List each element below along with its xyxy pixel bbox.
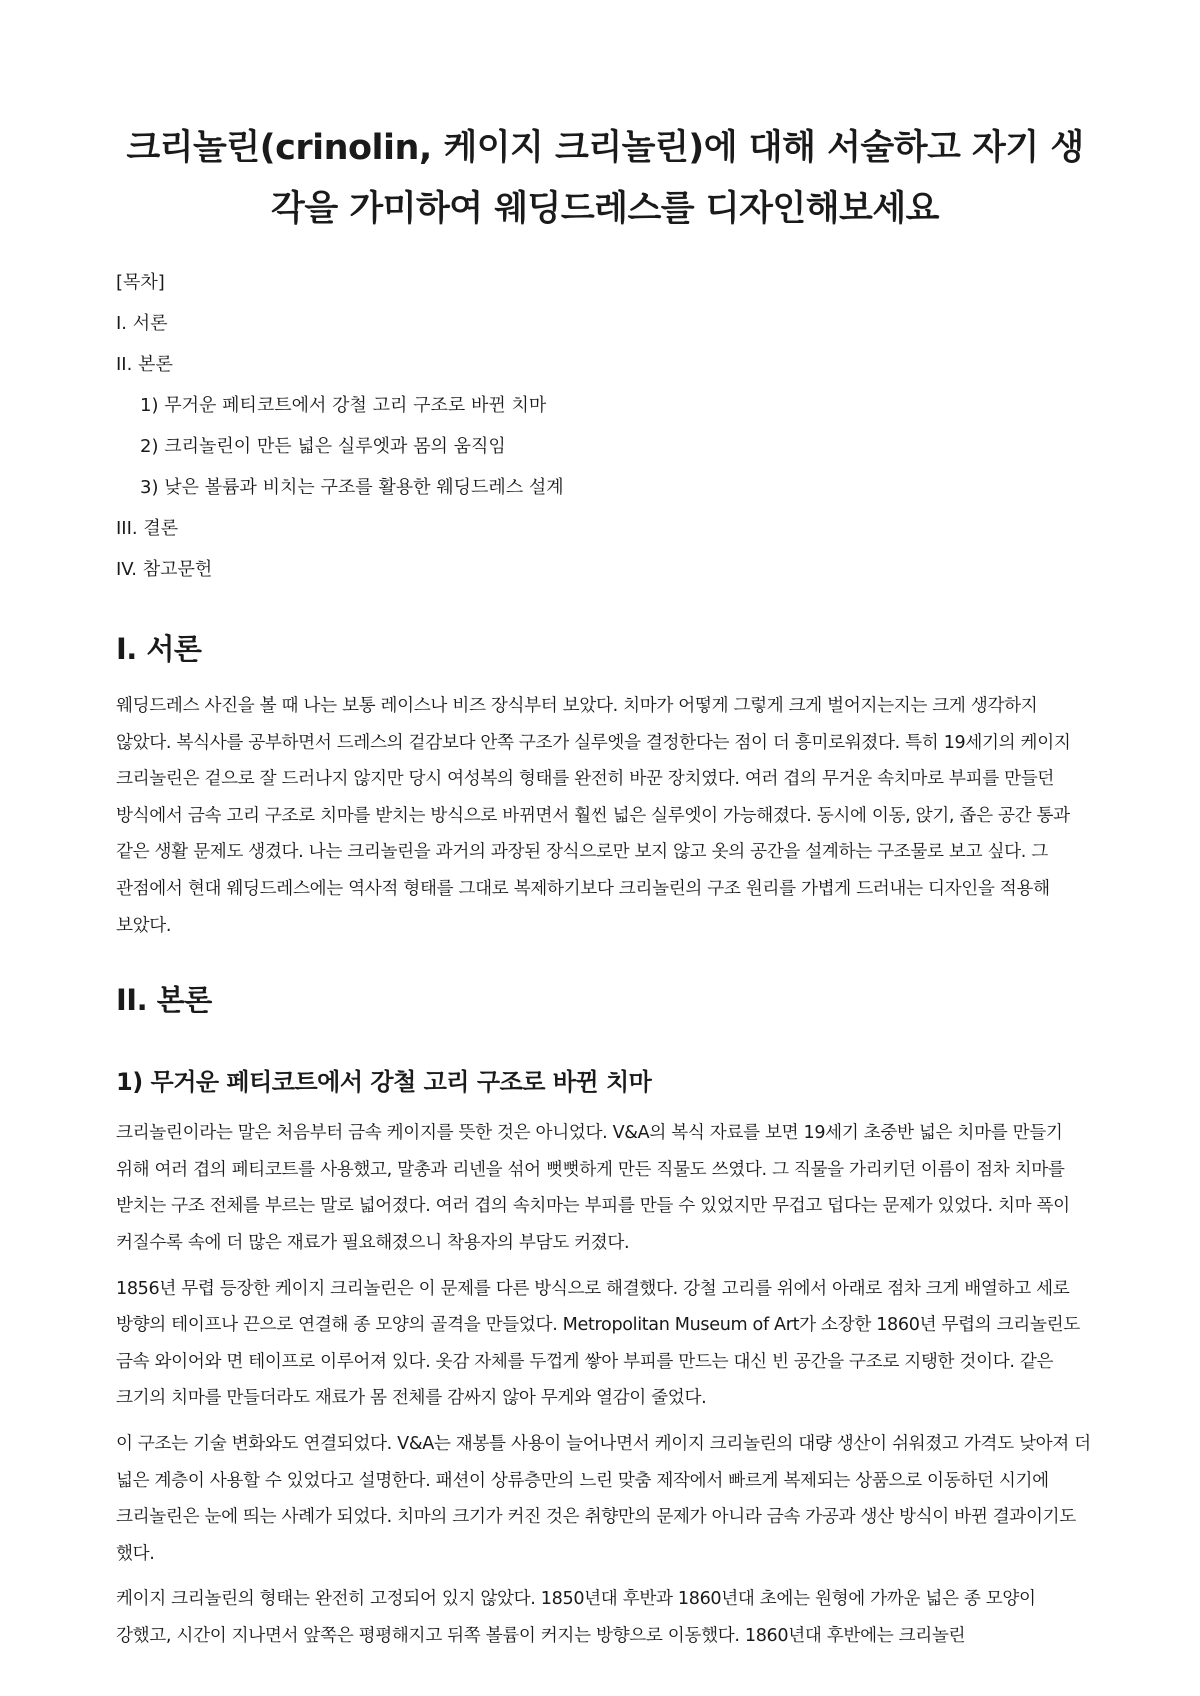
toc-item-body-2: 2) 크리놀린이 만든 넓은 실루엣과 몸의 움직임 [140, 436, 506, 457]
toc-item-body: II. 본론 [116, 354, 173, 375]
table-of-contents [116, 262, 1094, 590]
body-paragraph: 크리놀린이라는 말은 처음부터 금속 케이지를 뜻한 것은 아니었다. V&A의 복식 자료를 보면 19세기 초중반 넓은 치마를 만들기 위해 여러 겹의 페티코트를 사용했고, 말총과 리넨을 섞어 뻣뻣하게 만든 직물도 쓰였다. 그 직물을 가리키던 이름이 점차 치마를 받치는 구조 전체를 부르는 말로 넓어졌다. 여러 겹의 속치마는 부피를 만들 수 있었지만 무겁고 덥다는 문제가 있었다. 치마 폭이 커질수록 속에 더 많은 재료가 필요해졌으니 착용자의 부담도 커졌다. [116, 1123, 1070, 1253]
subsection-1-heading: 1) 무거운 페티코트에서 강철 고리 구조로 바뀐 치마 [116, 1068, 652, 1097]
body-heading: II. 본론 [116, 983, 212, 1018]
body-paragraph: 이 구조는 기술 변화와도 연결되었다. V&A는 재봉틀 사용이 늘어나면서 케이지 크리놀린의 대량 생산이 쉬워졌고 가격도 낮아져 더 넓은 계층이 사용할 수 있었다고 설명한다. 패션이 상류층만의 느린 맞춤 제작에서 빠르게 복제되는 상품으로 이동하던 시기에 크리놀린은 눈에 띄는 사례가 되었다. 치마의 크기가 커진 것은 취향만의 문제가 아니라 금속 가공과 생산 방식이 바뀐 결과이기도 했다. [116, 1433, 1091, 1564]
body-section [116, 977, 1094, 1654]
toc-item-intro: I. 서론 [116, 313, 168, 334]
intro-section [116, 626, 1094, 944]
toc-heading: [목차] [116, 272, 165, 293]
body-paragraph: 1856년 무렵 등장한 케이지 크리놀린은 이 문제를 다른 방식으로 해결했다. 강철 고리를 위에서 아래로 점차 크게 배열하고 세로 방향의 테이프나 끈으로 연결해 종 모양의 골격을 만들었다. Metropolitan Museum of Art가 소장한 1860년 무렵의 크리놀린도 금속 와이어와 면 테이프로 이루어져 있다. 옷감 자체를 두껍게 쌓아 부피를 만드는 대신 빈 공간을 구조로 지탱한 것이다. 같은 크기의 치마를 만들더라도 재료가 몸 전체를 감싸지 않아 무게와 열감이 줄었다. [116, 1278, 1080, 1409]
body-paragraph: 케이지 크리놀린의 형태는 완전히 고정되어 있지 않았다. 1850년대 후반과 1860년대 초에는 원형에 가까운 넓은 종 모양이 강했고, 시간이 지나면서 앞쪽은 평평해지고 뒤쪽 볼륨이 커지는 방향으로 이동했다. 1860년대 후반에는 크리놀린 [116, 1589, 1036, 1646]
toc-item-references: IV. 참고문헌 [116, 559, 213, 580]
intro-paragraph: 웨딩드레스 사진을 볼 때 나는 보통 레이스나 비즈 장식부터 보았다. 치마가 어떻게 그렇게 크게 벌어지는지는 크게 생각하지 않았다. 복식사를 공부하면서 드레스의 겉감보다 안쪽 구조가 실루엣을 결정한다는 점이 더 흥미로워졌다. 특히 19세기의 케이지 크리놀린은 겉으로 잘 드러나지 않지만 당시 여성복의 형태를 완전히 바꾼 장치였다. 여러 겹의 무거운 속치마로 부피를 만들던 방식에서 금속 고리 구조로 치마를 받치는 방식으로 바뀌면서 훨씬 넓은 실루엣이 가능해졌다. 동시에 이동, 앉기, 좁은 공간 통과 같은 생활 문제도 생겼다. 나는 크리놀린을 과거의 과장된 장식으로만 보지 않고 옷의 공간을 설계하는 구조물로 보고 싶다. 그 관점에서 현대 웨딩드레스에는 역사적 형태를 그대로 복제하기보다 크리놀린의 구조 원리를 가볍게 드러내는 디자인을 적용해 보았다. [116, 696, 1071, 936]
toc-item-conclusion: III. 결론 [116, 518, 179, 539]
toc-item-body-1: 1) 무거운 페티코트에서 강철 고리 구조로 바뀐 치마 [140, 395, 547, 416]
toc-item-body-3: 3) 낮은 볼륨과 비치는 구조를 활용한 웨딩드레스 설계 [140, 477, 564, 498]
document-title: 크리놀린(crinolin, 케이지 크리놀린)에 대해 서술하고 자기 생각을 가미하여 웨딩드레스를 디자인해보세요 [126, 128, 1084, 229]
intro-heading: I. 서론 [116, 632, 202, 666]
